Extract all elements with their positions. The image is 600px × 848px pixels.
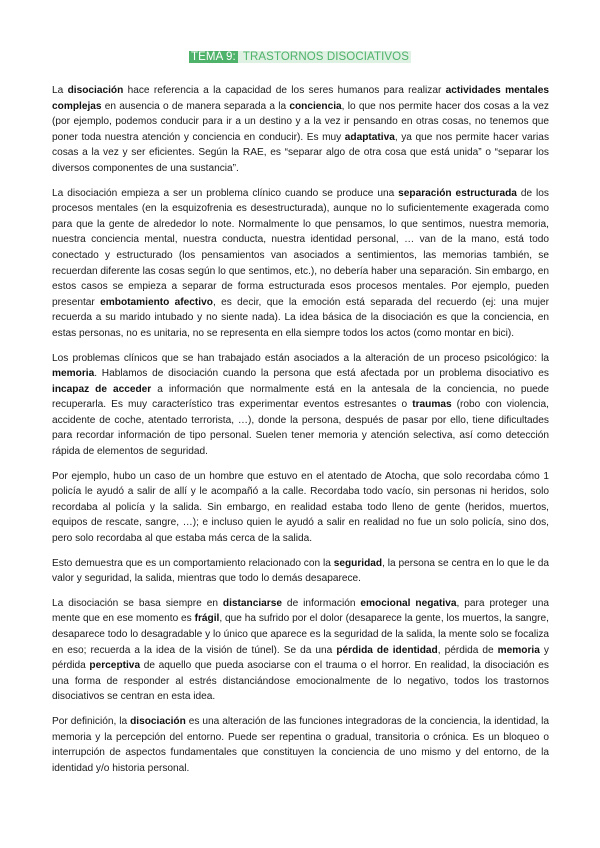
text-run: a información que normalmente está en la antesala de la conciencia, no puede recuperarla. Es muy característico tras experimentar eventos estresantes o	[52, 383, 549, 411]
paragraph-4	[52, 469, 549, 547]
bold-term: emocional negativa	[360, 597, 457, 609]
text-run: de información	[282, 597, 361, 609]
title-highlight: TEMA 9:	[191, 51, 236, 63]
text-run: es una alteración de las funciones integradoras de la conciencia, la identidad, la memoria y la percepción del entorno. Puede ser repentina o gradual, transitoria o crónica. Es un bloqueo o interrupción de aspectos fundamentales que constituyen la conciencia de uno mismo y del entorno, de la identidad y/o historia personal.	[52, 715, 549, 774]
text-run: Esto demuestra que es un comportamiento relacionado con la	[52, 557, 334, 569]
bold-term: actividades mentales complejas	[52, 85, 549, 112]
paragraph-2	[52, 186, 549, 342]
text-run: de los procesos mentales (en la esquizofrenia es desestructurada), aunque no lo suficientemente exagerada como para que la gente de alrededor lo note. Normalmente lo que pensamos, lo que sentimos, nuestra memoria, nuestra conciencia mental, nuestra conducta, nuestra identidad personal, … van de la mano, está todo conectado y estructurado (los pensamientos van asociados a sentimientos, las memorias también, se recuerdan diferente las cosas según lo que sentimos, etc.), no debería haber una separación. Sin embargo, en estos casos se empieza a separar de forma estructurada esos procesos mentales. Por ejemplo, pueden presentar	[52, 187, 549, 308]
bold-term: incapaz de acceder	[52, 383, 152, 395]
bold-term: traumas	[412, 399, 452, 411]
page-title	[0, 50, 600, 64]
text-run: (robo con violencia, accidente de coche, atentado terrorista, …), donde la persona, después de pasar por ello, tiene dificultades para recordar información de tipo personal. Suelen tener memoria y atención selectiva, así como detección rápida de elementos de seguridad.	[52, 399, 549, 458]
text-run: en ausencia o de manera separada a la	[101, 100, 290, 112]
bold-term: memoria	[497, 644, 540, 656]
text-run: , que ha sufrido por el dolor (desaparece la gente, los muertos, la sangre, desaparece todo lo desagradable y lo único que aparece es la seguridad de la salida, la mente solo se focaliza en eso; recuerda a la idea de la visión de túnel). Se da una	[52, 613, 550, 656]
text-run: y pérdida	[52, 644, 549, 672]
text-run: , pérdida de	[437, 644, 498, 656]
text-run: hace referencia a la capacidad de los seres humanos para realizar	[123, 85, 446, 96]
bold-term: conciencia	[289, 100, 342, 112]
text-run: . Hablamos de disociación cuando la persona que está afectada por un problema disociativo es	[94, 368, 549, 380]
text-run: Los problemas clínicos que se han trabajado están asociados a la alteración de un proceso psicológico: la	[52, 352, 549, 364]
text-run: Por definición, la	[52, 715, 131, 727]
text-run: La	[52, 85, 68, 96]
paragraph-6	[52, 596, 549, 705]
bold-term: memoria	[52, 368, 95, 380]
text-run: , ya que nos permite hacer varias cosas a la vez y ser eficientes. Según la RAE, es “separar algo de otra cosa que está unida” o “separar los diversos componentes de una sustancia”.	[52, 131, 550, 174]
bold-term: separación estructurada	[398, 187, 517, 199]
bold-term: pérdida de identidad	[336, 644, 438, 656]
bold-term: seguridad	[333, 557, 383, 569]
paragraph-1	[52, 83, 549, 177]
text-run: La disociación empieza a ser un problema clínico cuando se produce una	[52, 187, 399, 199]
text-run: Por ejemplo, hubo un caso de un hombre que estuvo en el atentado de Atocha, que solo recordaba cómo 1 policía le ayudó a salir de allí y le acompañó a la calle. Recordaba todo vacío, sin personas ni heridos, solo recordaba al policía y la salida. Sin embargo, en realidad estaba todo lleno de gente (heridos, muertos, equipos de rescate, sangre, …); e incluso quien le ayudó a salir en realidad no fue un solo policía, sino dos, pero solo recordaba al que estaba más cerca de la salida.	[52, 470, 549, 545]
text-run: , para proteger una mente que en ese momento es	[52, 597, 549, 625]
text-run: La disociación se basa siempre en	[52, 597, 223, 609]
bold-term: perceptiva	[89, 660, 141, 672]
bold-term: adaptativa	[344, 131, 395, 143]
title-text: TRASTORNOS DISOCIATIVOS	[239, 51, 409, 63]
paragraph-3	[52, 351, 549, 460]
bold-term: distanciarse	[222, 597, 282, 609]
bold-term: frágil	[194, 613, 220, 625]
document-body	[52, 83, 549, 785]
bold-term: embotamiento afectivo	[100, 296, 213, 308]
text-run: , es decir, que la emoción está separada del recuerdo (ej: una mujer recuerda a su marido intubado y no siente nada). La idea básica de la disociación es que la conciencia, en estas personas, no es unitaria, no se representa en ella siempre todos los actos (como montar en bici).	[52, 296, 549, 339]
paragraph-5	[52, 556, 549, 587]
bold-term: disociación	[67, 85, 124, 96]
text-run: , la persona se centra en lo que le da valor y seguridad, la salida, mientras que todo lo demás desaparece.	[52, 557, 549, 585]
paragraph-7	[52, 714, 549, 776]
text-run: de aquello que pueda asociarse con el trauma o el horror. En realidad, la disociación es una forma de responder al estrés distanciándose emocionalmente de lo negativo, todos los trastornos disociativos se centran en esta idea.	[52, 660, 549, 703]
bold-term: disociación	[130, 715, 186, 727]
text-run: , lo que nos permite hacer dos cosas a la vez (por ejemplo, podemos conducir para ir a un destino y a la vez ir pensando en otras cosas, no tenemos que poner toda nuestra atención y conciencia en conducir). Es muy	[52, 100, 549, 143]
